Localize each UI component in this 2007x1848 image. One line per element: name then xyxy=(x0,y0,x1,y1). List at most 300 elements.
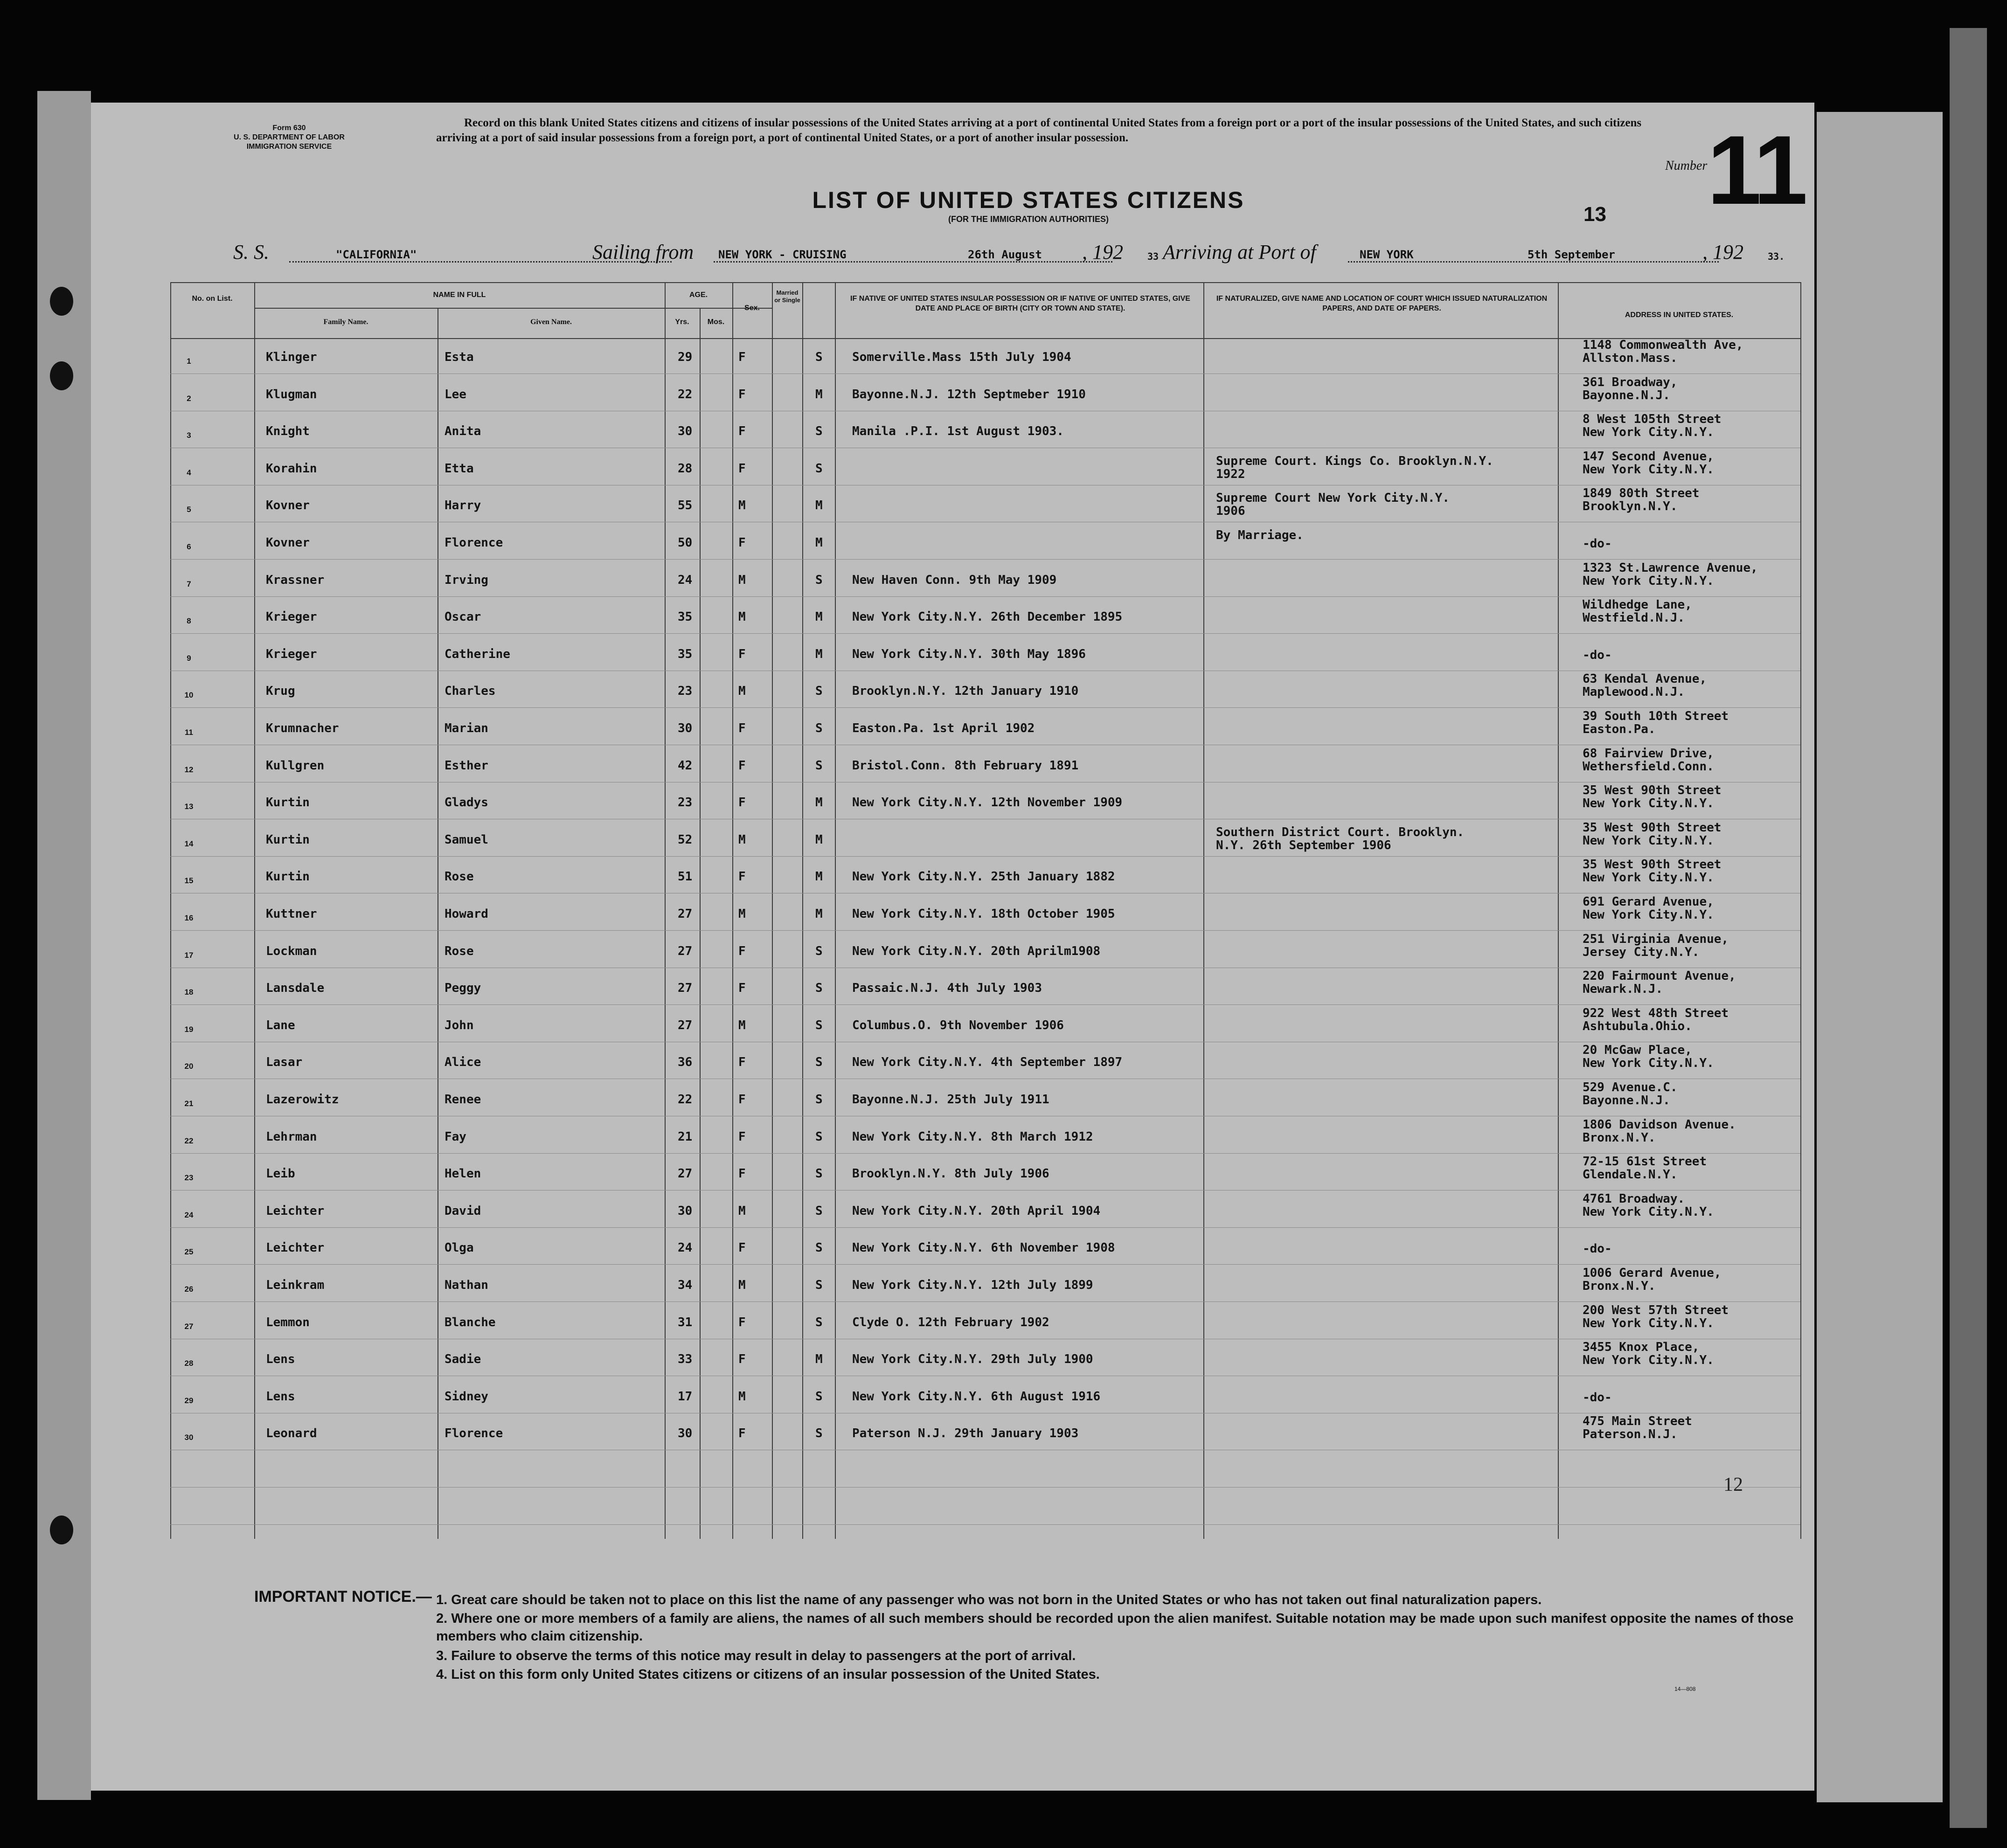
birth-info: New York City.N.Y. 6th August 1916 xyxy=(852,1390,1101,1404)
col-yrs: Yrs. xyxy=(675,318,689,326)
address-line-1: 3455 Knox Place, xyxy=(1583,1340,1700,1354)
address-line-2: New York City.N.Y. xyxy=(1583,908,1714,922)
address-line-2: -do- xyxy=(1583,537,1612,551)
age-years: 31 xyxy=(678,1315,693,1329)
table-row xyxy=(91,932,1814,976)
sailing-label: Sailing from xyxy=(592,241,694,263)
birth-info: Bayonne.N.J. 12th Septmeber 1910 xyxy=(852,388,1086,401)
given-name: Marian xyxy=(444,721,488,735)
given-name: Sadie xyxy=(444,1352,481,1366)
address-line-1: 8 West 105th Street xyxy=(1583,412,1722,426)
given-name: John xyxy=(444,1018,474,1032)
row-number: 14 xyxy=(184,839,194,848)
marital-status: S xyxy=(815,462,823,476)
row-number: 7 xyxy=(187,580,191,588)
year-prefix-1: , 192 xyxy=(1082,241,1123,263)
notice-item: 3. Failure to observe the terms of this notice may result in delay to passengers at the port of arrival. xyxy=(436,1648,1076,1663)
table-row xyxy=(91,1006,1814,1051)
sex: F xyxy=(738,870,746,884)
next-page-edge xyxy=(1817,112,1943,1802)
age-years: 42 xyxy=(678,759,693,773)
row-rule xyxy=(170,1524,1800,1525)
address-line-2: New York City.N.Y. xyxy=(1583,871,1714,885)
marital-status: S xyxy=(815,944,823,958)
age-years: 21 xyxy=(678,1130,693,1144)
given-name: Lee xyxy=(444,388,466,401)
given-name: Blanche xyxy=(444,1315,496,1329)
family-name: Leichter xyxy=(266,1204,325,1218)
sex: M xyxy=(738,684,746,698)
marital-status: M xyxy=(815,796,823,810)
table-row xyxy=(91,486,1814,531)
table-row xyxy=(91,672,1814,716)
age-years: 24 xyxy=(678,1241,693,1255)
page-title: LIST OF UNITED STATES CITIZENS xyxy=(812,187,1245,213)
row-number: 9 xyxy=(187,654,191,663)
address-line-2: New York City.N.Y. xyxy=(1583,463,1714,477)
birth-info: New Haven Conn. 9th May 1909 xyxy=(852,573,1057,587)
given-name: Howard xyxy=(444,907,488,921)
address-line-1: 1323 St.Lawrence Avenue, xyxy=(1583,561,1758,575)
arriving-line xyxy=(1348,261,1719,263)
family-name: Leib xyxy=(266,1167,295,1181)
age-years: 22 xyxy=(678,388,693,401)
marital-status: S xyxy=(815,1315,823,1329)
address-line-1: 72-15 61st Street xyxy=(1583,1155,1707,1169)
sex: M xyxy=(738,833,746,847)
family-name: Kovner xyxy=(266,498,310,512)
age-years: 23 xyxy=(678,684,693,698)
given-name: David xyxy=(444,1204,481,1218)
birth-info: Brooklyn.N.Y. 12th January 1910 xyxy=(852,684,1079,698)
address-line-1: 20 McGaw Place, xyxy=(1583,1043,1692,1057)
table-row xyxy=(91,1266,1814,1310)
address-line-1: 529 Avenue.C. xyxy=(1583,1080,1678,1094)
sailing-date: 26th August xyxy=(968,248,1042,261)
age-years: 23 xyxy=(678,796,693,810)
col-age: AGE. xyxy=(689,291,708,299)
address-line-2: Paterson.N.J. xyxy=(1583,1427,1678,1441)
address-line-2: Bayonne.N.J. xyxy=(1583,1094,1670,1107)
birth-info: New York City.N.Y. 18th October 1905 xyxy=(852,907,1115,921)
given-name: Fay xyxy=(444,1130,466,1144)
family-name: Klinger xyxy=(266,350,317,364)
year-prefix-2: , 192 xyxy=(1702,241,1743,263)
family-name: Leinkram xyxy=(266,1278,325,1292)
age-years: 34 xyxy=(678,1278,693,1292)
col-given-name: Given Name. xyxy=(530,318,572,326)
table-row xyxy=(91,598,1814,642)
table-row xyxy=(91,375,1814,420)
address-line-2: -do- xyxy=(1583,648,1612,662)
marital-status: S xyxy=(815,981,823,995)
address-line-2: Wethersfield.Conn. xyxy=(1583,760,1714,774)
family-name: Lockman xyxy=(266,944,317,958)
table-row xyxy=(91,858,1814,902)
age-years: 55 xyxy=(678,498,693,512)
marital-status: S xyxy=(815,1093,823,1107)
address-line-2: Easton.Pa. xyxy=(1583,722,1656,736)
sex: M xyxy=(738,610,746,624)
age-years: 50 xyxy=(678,536,693,550)
given-name: Anita xyxy=(444,424,481,438)
given-name: Rose xyxy=(444,944,474,958)
age-years: 30 xyxy=(678,1204,693,1218)
table-row xyxy=(91,1118,1814,1162)
age-years: 33 xyxy=(678,1352,693,1366)
family-name: Leonard xyxy=(266,1426,317,1440)
birth-info: New York City.N.Y. 25th January 1882 xyxy=(852,870,1115,884)
header-bottom-border xyxy=(170,338,1800,339)
address-line-1: 200 West 57th Street xyxy=(1583,1303,1729,1317)
marital-status: M xyxy=(815,870,823,884)
birth-info: Brooklyn.N.Y. 8th July 1906 xyxy=(852,1167,1049,1181)
sex: M xyxy=(738,907,746,921)
page-subtitle: (FOR THE IMMIGRATION AUTHORITIES) xyxy=(948,215,1109,224)
sex: F xyxy=(738,796,746,810)
address-line-2: -do- xyxy=(1583,1242,1612,1256)
sex: F xyxy=(738,350,746,364)
given-name: Renee xyxy=(444,1093,481,1107)
table-row xyxy=(91,642,1814,679)
given-name: Sidney xyxy=(444,1390,488,1404)
secondary-number: 13 xyxy=(1583,203,1606,226)
marital-status: M xyxy=(815,498,823,512)
address-line-2: Brooklyn.N.Y. xyxy=(1583,499,1678,513)
row-number: 25 xyxy=(184,1247,194,1256)
age-years: 27 xyxy=(678,907,693,921)
age-years: 36 xyxy=(678,1055,693,1069)
age-years: 30 xyxy=(678,424,693,438)
marital-status: M xyxy=(815,388,823,401)
birth-info: New York City.N.Y. 6th November 1908 xyxy=(852,1241,1115,1255)
table-row xyxy=(91,1236,1814,1273)
family-name: Kurtin xyxy=(266,833,310,847)
col-sex: Sex. xyxy=(744,304,760,312)
family-name: Lasar xyxy=(266,1055,303,1069)
col-birth: IF NATIVE OF UNITED STATES INSULAR POSSESSION OR IF NATIVE OF UNITED STATES, GIVE DATE AND PLACE OF BIRTH (CITY OR TOWN AND STATE). xyxy=(850,295,1190,312)
birth-info: New York City.N.Y. 20th Aprilm1908 xyxy=(852,944,1101,958)
age-years: 35 xyxy=(678,647,693,661)
table-row xyxy=(91,1303,1814,1348)
naturalization-line-1: By Marriage. xyxy=(1216,528,1304,542)
sailing-from: NEW YORK - CRUISING xyxy=(718,248,847,261)
row-number: 28 xyxy=(184,1359,194,1368)
sex: F xyxy=(738,944,746,958)
birth-info: New York City.N.Y. 29th July 1900 xyxy=(852,1352,1093,1366)
row-number: 6 xyxy=(187,542,191,551)
punch-hole xyxy=(50,361,73,390)
given-name: Oscar xyxy=(444,610,481,624)
family-name: Korahin xyxy=(266,462,317,476)
row-number: 16 xyxy=(184,914,194,922)
sex: F xyxy=(738,424,746,438)
birth-info: Easton.Pa. 1st April 1902 xyxy=(852,721,1035,735)
row-number: 2 xyxy=(187,394,191,403)
family-name: Krumnacher xyxy=(266,721,339,735)
address-line-1: 361 Broadway, xyxy=(1583,375,1678,389)
given-name: Etta xyxy=(444,462,474,476)
birth-info: Bristol.Conn. 8th February 1891 xyxy=(852,759,1079,773)
address-line-2: New York City.N.Y. xyxy=(1583,796,1714,810)
sex: F xyxy=(738,1130,746,1144)
table-row xyxy=(91,412,1814,457)
col-no: No. on List. xyxy=(192,295,233,303)
sex: F xyxy=(738,462,746,476)
col-address: ADDRESS IN UNITED STATES. xyxy=(1625,311,1734,319)
row-number: 21 xyxy=(184,1099,194,1108)
row-number: 23 xyxy=(184,1173,194,1182)
table-row xyxy=(91,1384,1814,1422)
year-suffix-2: 33. xyxy=(1768,251,1785,262)
family-name: Lens xyxy=(266,1390,295,1404)
address-line-2: Allston.Mass. xyxy=(1583,351,1678,365)
birth-info: Manila .P.I. 1st August 1903. xyxy=(852,424,1064,438)
arriving-port: NEW YORK xyxy=(1360,248,1414,261)
marital-status: S xyxy=(815,1278,823,1292)
address-line-2: -do- xyxy=(1583,1391,1612,1405)
age-years: 29 xyxy=(678,350,693,364)
marital-status: S xyxy=(815,1390,823,1404)
sex: F xyxy=(738,647,746,661)
sex: M xyxy=(738,1390,746,1404)
punch-hole xyxy=(50,287,73,316)
given-name: Catherine xyxy=(444,647,510,661)
marital-status: S xyxy=(815,684,823,698)
manifest-sheet xyxy=(91,103,1814,1791)
marital-status: S xyxy=(815,1167,823,1181)
family-name: Lansdale xyxy=(266,981,325,995)
address-line-1: 1806 Davidson Avenue. xyxy=(1583,1118,1736,1132)
sex: F xyxy=(738,536,746,550)
given-name: Irving xyxy=(444,573,488,587)
family-name: Lemmon xyxy=(266,1315,310,1329)
address-line-2: Maplewood.N.J. xyxy=(1583,685,1685,699)
given-name: Florence xyxy=(444,1426,503,1440)
address-line-1: 35 West 90th Street xyxy=(1583,858,1722,872)
marital-status: M xyxy=(815,536,823,550)
table-row xyxy=(91,895,1814,939)
birth-info: Somerville.Mass 15th July 1904 xyxy=(852,350,1071,364)
row-rule xyxy=(170,1487,1800,1488)
naturalization-line-2: N.Y. 26th September 1906 xyxy=(1216,838,1391,852)
address-line-1: 35 West 90th Street xyxy=(1583,783,1722,797)
sex: F xyxy=(738,1167,746,1181)
given-name: Peggy xyxy=(444,981,481,995)
address-line-1: 475 Main Street xyxy=(1583,1414,1692,1428)
family-name: Kuttner xyxy=(266,907,317,921)
table-row xyxy=(91,1043,1814,1087)
arriving-date: 5th September xyxy=(1528,248,1615,261)
given-name: Harry xyxy=(444,498,481,512)
marital-status: M xyxy=(815,610,823,624)
family-name: Krassner xyxy=(266,573,325,587)
sex: M xyxy=(738,1018,746,1032)
notice-item: 2. Where one or more members of a family are aliens, the names of all such members should be recorded upon the alien manifest. Suitable notation may be made upon such manifest opposite the names of those members who claim citizenship. xyxy=(436,1611,1794,1644)
row-number: 26 xyxy=(184,1285,194,1294)
marital-status: S xyxy=(815,573,823,587)
marital-status: S xyxy=(815,1204,823,1218)
department: U. S. DEPARTMENT OF LABOR xyxy=(234,133,345,141)
birth-info: New York City.N.Y. 20th April 1904 xyxy=(852,1204,1101,1218)
address-line-1: Wildhedge Lane, xyxy=(1583,598,1692,612)
birth-info: New York City.N.Y. 12th July 1899 xyxy=(852,1278,1093,1292)
address-line-2: New York City.N.Y. xyxy=(1583,574,1714,588)
birth-info: Clyde O. 12th February 1902 xyxy=(852,1315,1049,1329)
address-line-2: New York City.N.Y. xyxy=(1583,1316,1714,1330)
row-number: 18 xyxy=(184,988,194,997)
sex: F xyxy=(738,1315,746,1329)
given-name: Alice xyxy=(444,1055,481,1069)
row-number: 1 xyxy=(187,357,191,366)
age-years: 27 xyxy=(678,1018,693,1032)
birth-info: Columbus.O. 9th November 1906 xyxy=(852,1018,1064,1032)
punch-hole xyxy=(50,1516,73,1544)
sex: M xyxy=(738,1278,746,1292)
birth-info: New York City.N.Y. 26th December 1895 xyxy=(852,610,1123,624)
row-number: 24 xyxy=(184,1211,194,1219)
row-number: 29 xyxy=(184,1396,194,1405)
birth-info: Passaic.N.J. 4th July 1903 xyxy=(852,981,1042,995)
sex: F xyxy=(738,721,746,735)
sex: F xyxy=(738,981,746,995)
address-line-1: 1148 Commonwealth Ave, xyxy=(1583,338,1743,352)
marital-status: S xyxy=(815,350,823,364)
table-row xyxy=(91,1192,1814,1236)
address-line-1: 691 Gerard Avenue, xyxy=(1583,895,1714,909)
col-name-in-full: NAME IN FULL xyxy=(433,291,486,299)
age-years: 27 xyxy=(678,981,693,995)
table-row xyxy=(91,338,1814,382)
given-name: Charles xyxy=(444,684,496,698)
given-name: Esta xyxy=(444,350,474,364)
list-number: 11 xyxy=(1707,115,1805,225)
family-name: Kurtin xyxy=(266,796,310,810)
given-name: Olga xyxy=(444,1241,474,1255)
table-row xyxy=(91,1340,1814,1384)
marital-status: M xyxy=(815,833,823,847)
col-married: Married or Single xyxy=(774,289,800,304)
row-number: 27 xyxy=(184,1322,194,1331)
row-number: 13 xyxy=(184,802,194,811)
address-line-2: Bronx.N.Y. xyxy=(1583,1131,1656,1145)
form-code: 14—808 xyxy=(1674,1686,1696,1692)
address-line-2: Bronx.N.Y. xyxy=(1583,1279,1656,1293)
age-years: 52 xyxy=(678,833,693,847)
col-family-name: Family Name. xyxy=(323,318,368,326)
age-years: 30 xyxy=(678,1426,693,1440)
address-line-2: Bayonne.N.J. xyxy=(1583,388,1670,402)
family-name: Kovner xyxy=(266,536,310,550)
row-number: 20 xyxy=(184,1062,194,1071)
sailing-line xyxy=(714,261,1112,263)
marital-status: M xyxy=(815,647,823,661)
sex: M xyxy=(738,1204,746,1218)
row-number: 5 xyxy=(187,505,191,514)
sex: F xyxy=(738,388,746,401)
marital-status: M xyxy=(815,1352,823,1366)
family-name: Lazerowitz xyxy=(266,1093,339,1107)
address-line-1: 220 Fairmount Avenue, xyxy=(1583,969,1736,983)
row-number: 19 xyxy=(184,1025,194,1034)
address-line-2: New York City.N.Y. xyxy=(1583,1353,1714,1367)
sex: M xyxy=(738,498,746,512)
age-years: 51 xyxy=(678,870,693,884)
sex: F xyxy=(738,1352,746,1366)
table-row xyxy=(91,1080,1814,1125)
address-line-1: 68 Fairview Drive, xyxy=(1583,747,1714,761)
naturalization-line-1: Supreme Court New York City.N.Y. xyxy=(1216,491,1450,505)
birth-info: New York City.N.Y. 8th March 1912 xyxy=(852,1130,1093,1144)
birth-info: Bayonne.N.J. 25th July 1911 xyxy=(852,1093,1049,1107)
address-line-2: Jersey City.N.Y. xyxy=(1583,945,1700,959)
row-number: 12 xyxy=(184,765,194,774)
address-line-1: 63 Kendal Avenue, xyxy=(1583,672,1707,686)
address-line-2: Glendale.N.Y. xyxy=(1583,1168,1678,1182)
naturalization-line-2: 1922 xyxy=(1216,467,1245,481)
address-line-1: 39 South 10th Street xyxy=(1583,709,1729,723)
address-line-2: New York City.N.Y. xyxy=(1583,1056,1714,1070)
age-years: 30 xyxy=(678,721,693,735)
row-number: 4 xyxy=(187,468,191,477)
marital-status: M xyxy=(815,907,823,921)
form-number: Form 630 xyxy=(272,124,306,132)
age-years: 27 xyxy=(678,1167,693,1181)
naturalization-line-1: Supreme Court. Kings Co. Brooklyn.N.Y. xyxy=(1216,454,1493,468)
address-line-1: 1849 80th Street xyxy=(1583,486,1700,500)
table-row xyxy=(91,528,1814,568)
age-years: 27 xyxy=(678,944,693,958)
table-top-border xyxy=(170,282,1800,283)
marital-status: S xyxy=(815,1055,823,1069)
sex: F xyxy=(738,1055,746,1069)
given-name: Nathan xyxy=(444,1278,488,1292)
row-number: 17 xyxy=(184,951,194,960)
notice-item: 4. List on this form only United States citizens or citizens of an insular possession of the United States. xyxy=(436,1667,1100,1682)
address-line-2: Westfield.N.J. xyxy=(1583,611,1685,625)
table-row xyxy=(91,783,1814,828)
marital-status: S xyxy=(815,1130,823,1144)
given-name: Florence xyxy=(444,536,503,550)
age-years: 28 xyxy=(678,462,693,476)
col-naturalized: IF NATURALIZED, GIVE NAME AND LOCATION OF COURT WHICH ISSUED NATURALIZATION PAPERS, AND DATE OF PAPERS. xyxy=(1216,295,1548,312)
table-row xyxy=(91,450,1814,494)
year-suffix-1: 33 xyxy=(1147,251,1159,262)
sex: M xyxy=(738,573,746,587)
naturalization-line-2: 1906 xyxy=(1216,504,1245,518)
col-mos: Mos. xyxy=(707,318,725,326)
family-name: Krieger xyxy=(266,610,317,624)
naturalization-line-1: Southern District Court. Brooklyn. xyxy=(1216,825,1465,839)
address-line-1: 4761 Broadway. xyxy=(1583,1192,1685,1206)
address-line-2: New York City.N.Y. xyxy=(1583,425,1714,439)
ss-label: S. S. xyxy=(233,241,269,263)
marital-status: S xyxy=(815,721,823,735)
address-line-2: New York City.N.Y. xyxy=(1583,1205,1714,1219)
birth-info: New York City.N.Y. 30th May 1896 xyxy=(852,647,1086,661)
form-info xyxy=(205,124,373,152)
given-name: Helen xyxy=(444,1167,481,1181)
address-line-1: 251 Virginia Avenue, xyxy=(1583,932,1729,946)
address-line-1: 35 West 90th Street xyxy=(1583,821,1722,835)
birth-info: New York City.N.Y. 12th November 1909 xyxy=(852,796,1123,810)
row-number: 8 xyxy=(187,616,191,625)
family-name: Leichter xyxy=(266,1241,325,1255)
marital-status: S xyxy=(815,759,823,773)
row-number: 3 xyxy=(187,431,191,440)
age-years: 35 xyxy=(678,610,693,624)
table-row xyxy=(91,821,1814,865)
